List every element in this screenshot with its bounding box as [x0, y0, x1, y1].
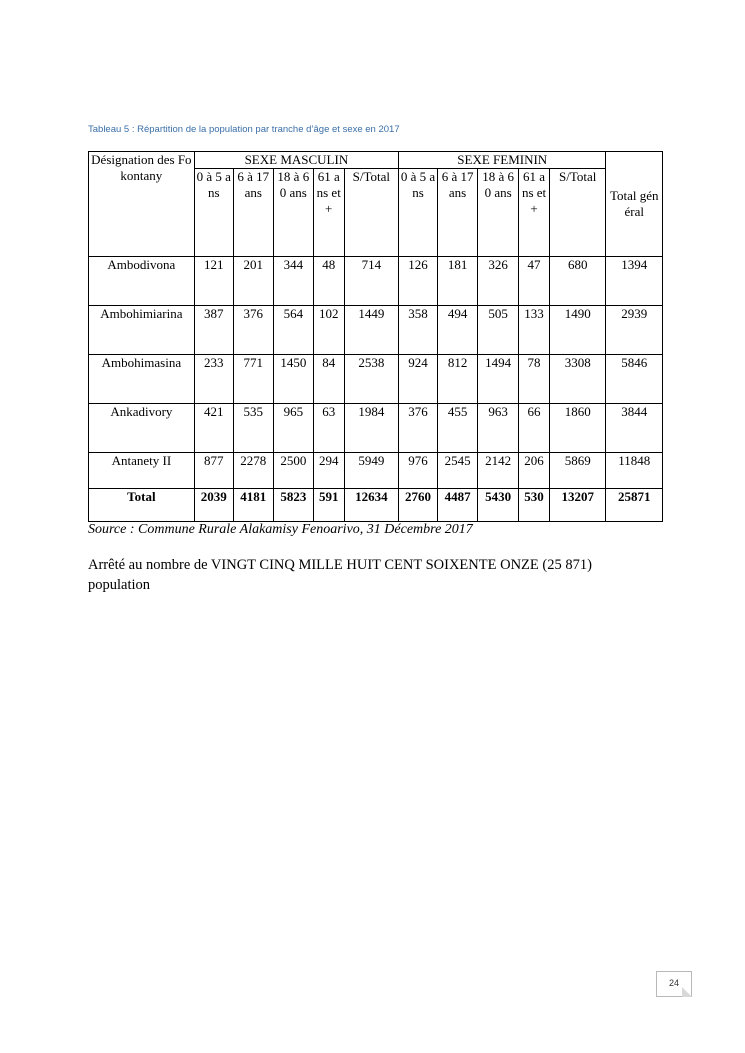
- total-f-0-5: 2760: [399, 489, 438, 522]
- age-header-f-18-60: 18 à 60 ans: [478, 169, 519, 257]
- cell-m-6-17: 201: [233, 257, 273, 306]
- header-row-1: [89, 152, 663, 169]
- population-table: [88, 151, 663, 522]
- cell-f-18-60: 326: [478, 257, 519, 306]
- cell-f-61-plus: 206: [519, 453, 550, 489]
- age-header-f-0-5: 0 à 5 ans: [399, 169, 438, 257]
- cell-f-subtotal: 3308: [549, 355, 606, 404]
- grand-total: 25871: [606, 489, 663, 522]
- total-row: [89, 489, 663, 522]
- cell-f-0-5: 976: [399, 453, 438, 489]
- page-fold-icon: [682, 987, 692, 997]
- total-general-header: Total général: [606, 152, 663, 257]
- total-m-61-plus: 591: [313, 489, 344, 522]
- total-m-6-17: 4181: [233, 489, 273, 522]
- table-row: [89, 306, 663, 355]
- cell-m-6-17: 376: [233, 306, 273, 355]
- cell-m-61-plus: 102: [313, 306, 344, 355]
- cell-total-general: 5846: [606, 355, 663, 404]
- arrete-paragraph: Arrêté au nombre de VINGT CINQ MILLE HUIT CENT SOIXENTE ONZE (25 871) population: [88, 557, 592, 593]
- age-header-m-0-5: 0 à 5 ans: [194, 169, 233, 257]
- cell-f-6-17: 494: [438, 306, 478, 355]
- cell-total-general: 2939: [606, 306, 663, 355]
- cell-f-0-5: 126: [399, 257, 438, 306]
- table-row: [89, 453, 663, 489]
- fokontany-name: Ambodivona: [89, 257, 195, 306]
- cell-m-61-plus: 294: [313, 453, 344, 489]
- table-caption: Tableau 5 : Répartition de la population par tranche d’âge et sexe en 2017: [88, 124, 400, 135]
- cell-f-6-17: 181: [438, 257, 478, 306]
- cell-total-general: 11848: [606, 453, 663, 489]
- cell-f-61-plus: 66: [519, 404, 550, 453]
- cell-m-0-5: 121: [194, 257, 233, 306]
- cell-m-subtotal: 714: [344, 257, 398, 306]
- fokontany-name: Ambohimiarina: [89, 306, 195, 355]
- total-f-6-17: 4487: [438, 489, 478, 522]
- total-m-0-5: 2039: [194, 489, 233, 522]
- cell-f-61-plus: 78: [519, 355, 550, 404]
- cell-m-0-5: 421: [194, 404, 233, 453]
- cell-f-6-17: 455: [438, 404, 478, 453]
- cell-m-6-17: 535: [233, 404, 273, 453]
- total-f-subtotal: 13207: [549, 489, 606, 522]
- age-header-m-subtotal: S/Total: [344, 169, 398, 257]
- designation-header: Désignation des Fokontany: [89, 152, 195, 257]
- fokontany-name: Antanety II: [89, 453, 195, 489]
- masculin-header: SEXE MASCULIN: [194, 152, 398, 169]
- cell-m-6-17: 771: [233, 355, 273, 404]
- table-row: [89, 355, 663, 404]
- cell-f-0-5: 924: [399, 355, 438, 404]
- cell-total-general: 3844: [606, 404, 663, 453]
- cell-f-subtotal: 1860: [549, 404, 606, 453]
- total-m-18-60: 5823: [273, 489, 313, 522]
- cell-m-18-60: 564: [273, 306, 313, 355]
- cell-f-subtotal: 680: [549, 257, 606, 306]
- age-header-m-6-17: 6 à 17 ans: [233, 169, 273, 257]
- cell-m-61-plus: 63: [313, 404, 344, 453]
- cell-m-18-60: 965: [273, 404, 313, 453]
- table-row: [89, 404, 663, 453]
- age-header-f-subtotal: S/Total: [549, 169, 606, 257]
- cell-m-0-5: 877: [194, 453, 233, 489]
- cell-f-61-plus: 133: [519, 306, 550, 355]
- cell-m-subtotal: 1449: [344, 306, 398, 355]
- cell-f-18-60: 1494: [478, 355, 519, 404]
- cell-m-18-60: 344: [273, 257, 313, 306]
- cell-m-subtotal: 5949: [344, 453, 398, 489]
- total-f-61-plus: 530: [519, 489, 550, 522]
- page-number: 24: [668, 978, 679, 988]
- cell-m-subtotal: 1984: [344, 404, 398, 453]
- cell-f-61-plus: 47: [519, 257, 550, 306]
- feminin-header: SEXE FEMININ: [399, 152, 606, 169]
- cell-m-6-17: 2278: [233, 453, 273, 489]
- cell-f-18-60: 963: [478, 404, 519, 453]
- cell-f-6-17: 2545: [438, 453, 478, 489]
- page-number-box: [656, 971, 692, 997]
- age-header-f-6-17: 6 à 17 ans: [438, 169, 478, 257]
- cell-m-18-60: 1450: [273, 355, 313, 404]
- fokontany-name: Ankadivory: [89, 404, 195, 453]
- age-header-f-61-plus: 61 ans et +: [519, 169, 550, 257]
- cell-f-0-5: 376: [399, 404, 438, 453]
- age-header-m-61-plus: 61 ans et +: [313, 169, 344, 257]
- cell-m-subtotal: 2538: [344, 355, 398, 404]
- cell-m-61-plus: 84: [313, 355, 344, 404]
- cell-f-18-60: 505: [478, 306, 519, 355]
- age-header-m-18-60: 18 à 60 ans: [273, 169, 313, 257]
- total-f-18-60: 5430: [478, 489, 519, 522]
- cell-total-general: 1394: [606, 257, 663, 306]
- cell-f-18-60: 2142: [478, 453, 519, 489]
- cell-f-6-17: 812: [438, 355, 478, 404]
- table-row: [89, 257, 663, 306]
- total-label: Total: [89, 489, 195, 522]
- cell-f-0-5: 358: [399, 306, 438, 355]
- source-note: Source : Commune Rurale Alakamisy Fenoarivo, 31 Décembre 2017: [88, 522, 473, 537]
- cell-m-61-plus: 48: [313, 257, 344, 306]
- cell-m-0-5: 387: [194, 306, 233, 355]
- cell-f-subtotal: 1490: [549, 306, 606, 355]
- cell-m-0-5: 233: [194, 355, 233, 404]
- total-m-subtotal: 12634: [344, 489, 398, 522]
- cell-f-subtotal: 5869: [549, 453, 606, 489]
- cell-m-18-60: 2500: [273, 453, 313, 489]
- fokontany-name: Ambohimasina: [89, 355, 195, 404]
